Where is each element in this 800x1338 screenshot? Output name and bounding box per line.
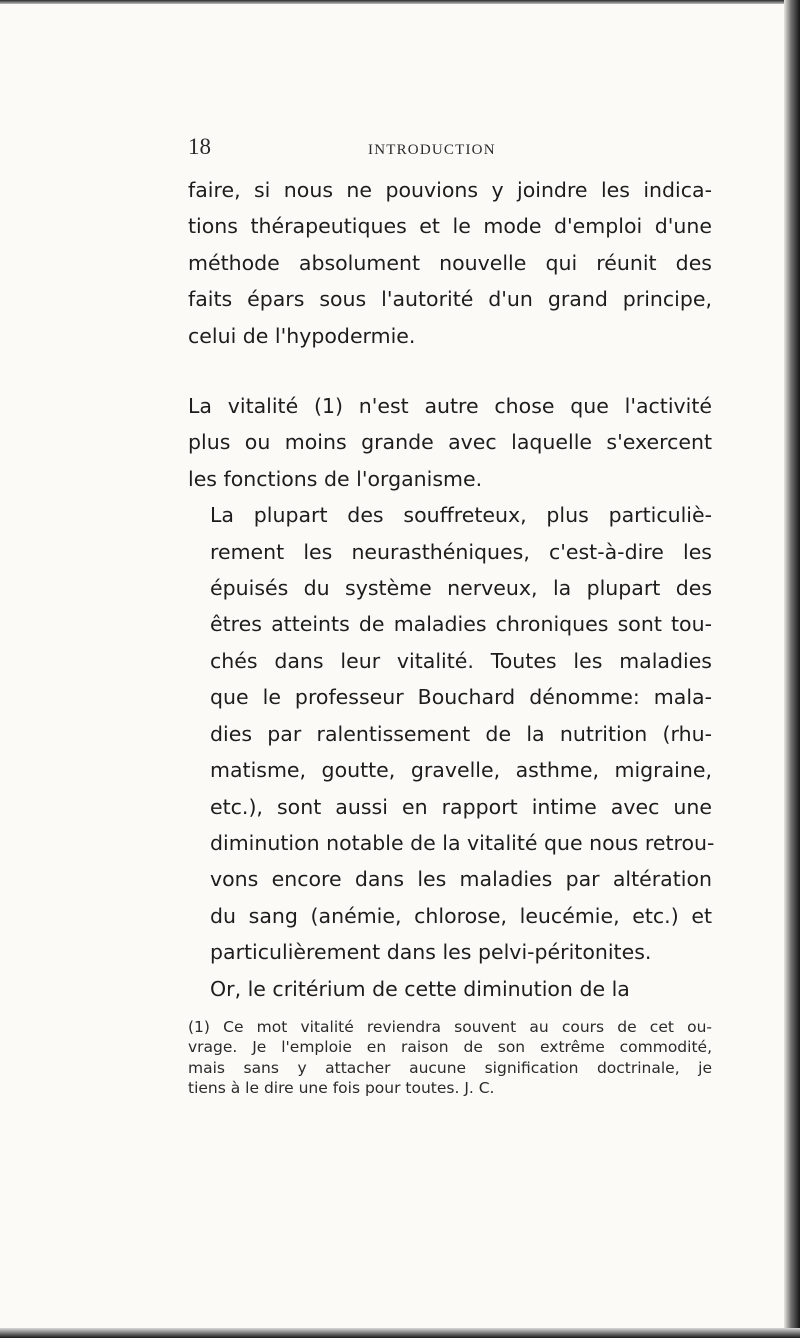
text-line: méthode absolument nouvelle qui réunit des: [188, 250, 712, 275]
footnote-line: mais sans y attacher aucune signification doctrinale, je: [188, 1058, 712, 1077]
text-line: êtres atteints de maladies chroniques sont tou-: [210, 612, 712, 637]
footnote: [188, 1017, 712, 1099]
text-line: faire, si nous ne pouvions y joindre les indica-: [188, 178, 712, 202]
text-line: rement les neurasthéniques, c'est-à-dire les: [210, 539, 712, 564]
text-line: particulièrement dans les pelvi-péritonites.: [210, 940, 652, 965]
paragraph-2: [188, 388, 712, 497]
text-line: celui de l'hypodermie.: [188, 323, 416, 348]
footnote-line: tiens à le dire une fois pour toutes. J. C.: [188, 1079, 495, 1098]
text-line: épuisés du système nerveux, la plupart des: [210, 576, 712, 601]
text-line: vons encore dans les maladies par altération: [210, 867, 712, 892]
text-line: La vitalité (1) n'est autre chose que l'activité: [188, 394, 712, 419]
text-line: Or, le critérium de cette diminution de la: [210, 976, 630, 1001]
scan-edge-bottom: [0, 1328, 800, 1338]
text-line: chés dans leur vitalité. Toutes les maladies: [210, 648, 712, 673]
paragraph-4: [188, 971, 712, 1007]
page-number: 18: [188, 134, 211, 159]
text-line: plus ou moins grande avec laquelle s'exercent: [188, 430, 712, 455]
paragraph-3: [188, 497, 715, 970]
footnote-line: vrage. Je l'emploie en raison de son extrême commodité,: [188, 1038, 712, 1057]
text-line: tions thérapeutiques et le mode d'emploi d'une: [188, 214, 712, 239]
paragraph-1: [188, 172, 712, 354]
text-line: les fonctions de l'organisme.: [188, 466, 483, 491]
scan-edge-top: [0, 0, 800, 4]
footnote-line: (1) Ce mot vitalité reviendra souvent au cours de cet ou-: [188, 1017, 712, 1036]
text-line: matisme, goutte, gravelle, asthme, migraine,: [210, 758, 712, 783]
page-content: [188, 134, 715, 1099]
text-line: etc.), sont aussi en rapport intime avec une: [210, 794, 712, 819]
text-line: diminution notable de la vitalité que nous retrou-: [210, 830, 715, 855]
text-line: La plupart des souffreteux, plus particuliè-: [210, 503, 712, 528]
scan-edge-right: [784, 0, 800, 1338]
text-line: dies par ralentissement de la nutrition (rhu-: [210, 721, 712, 746]
running-head-title: INTRODUCTION: [368, 142, 496, 158]
text-line: que le professeur Bouchard dénomme: mala-: [210, 685, 712, 710]
running-head: [188, 134, 712, 172]
text-line: faits épars sous l'autorité d'un grand principe,: [188, 287, 712, 312]
text-line: du sang (anémie, chlorose, leucémie, etc.) et: [210, 903, 712, 928]
